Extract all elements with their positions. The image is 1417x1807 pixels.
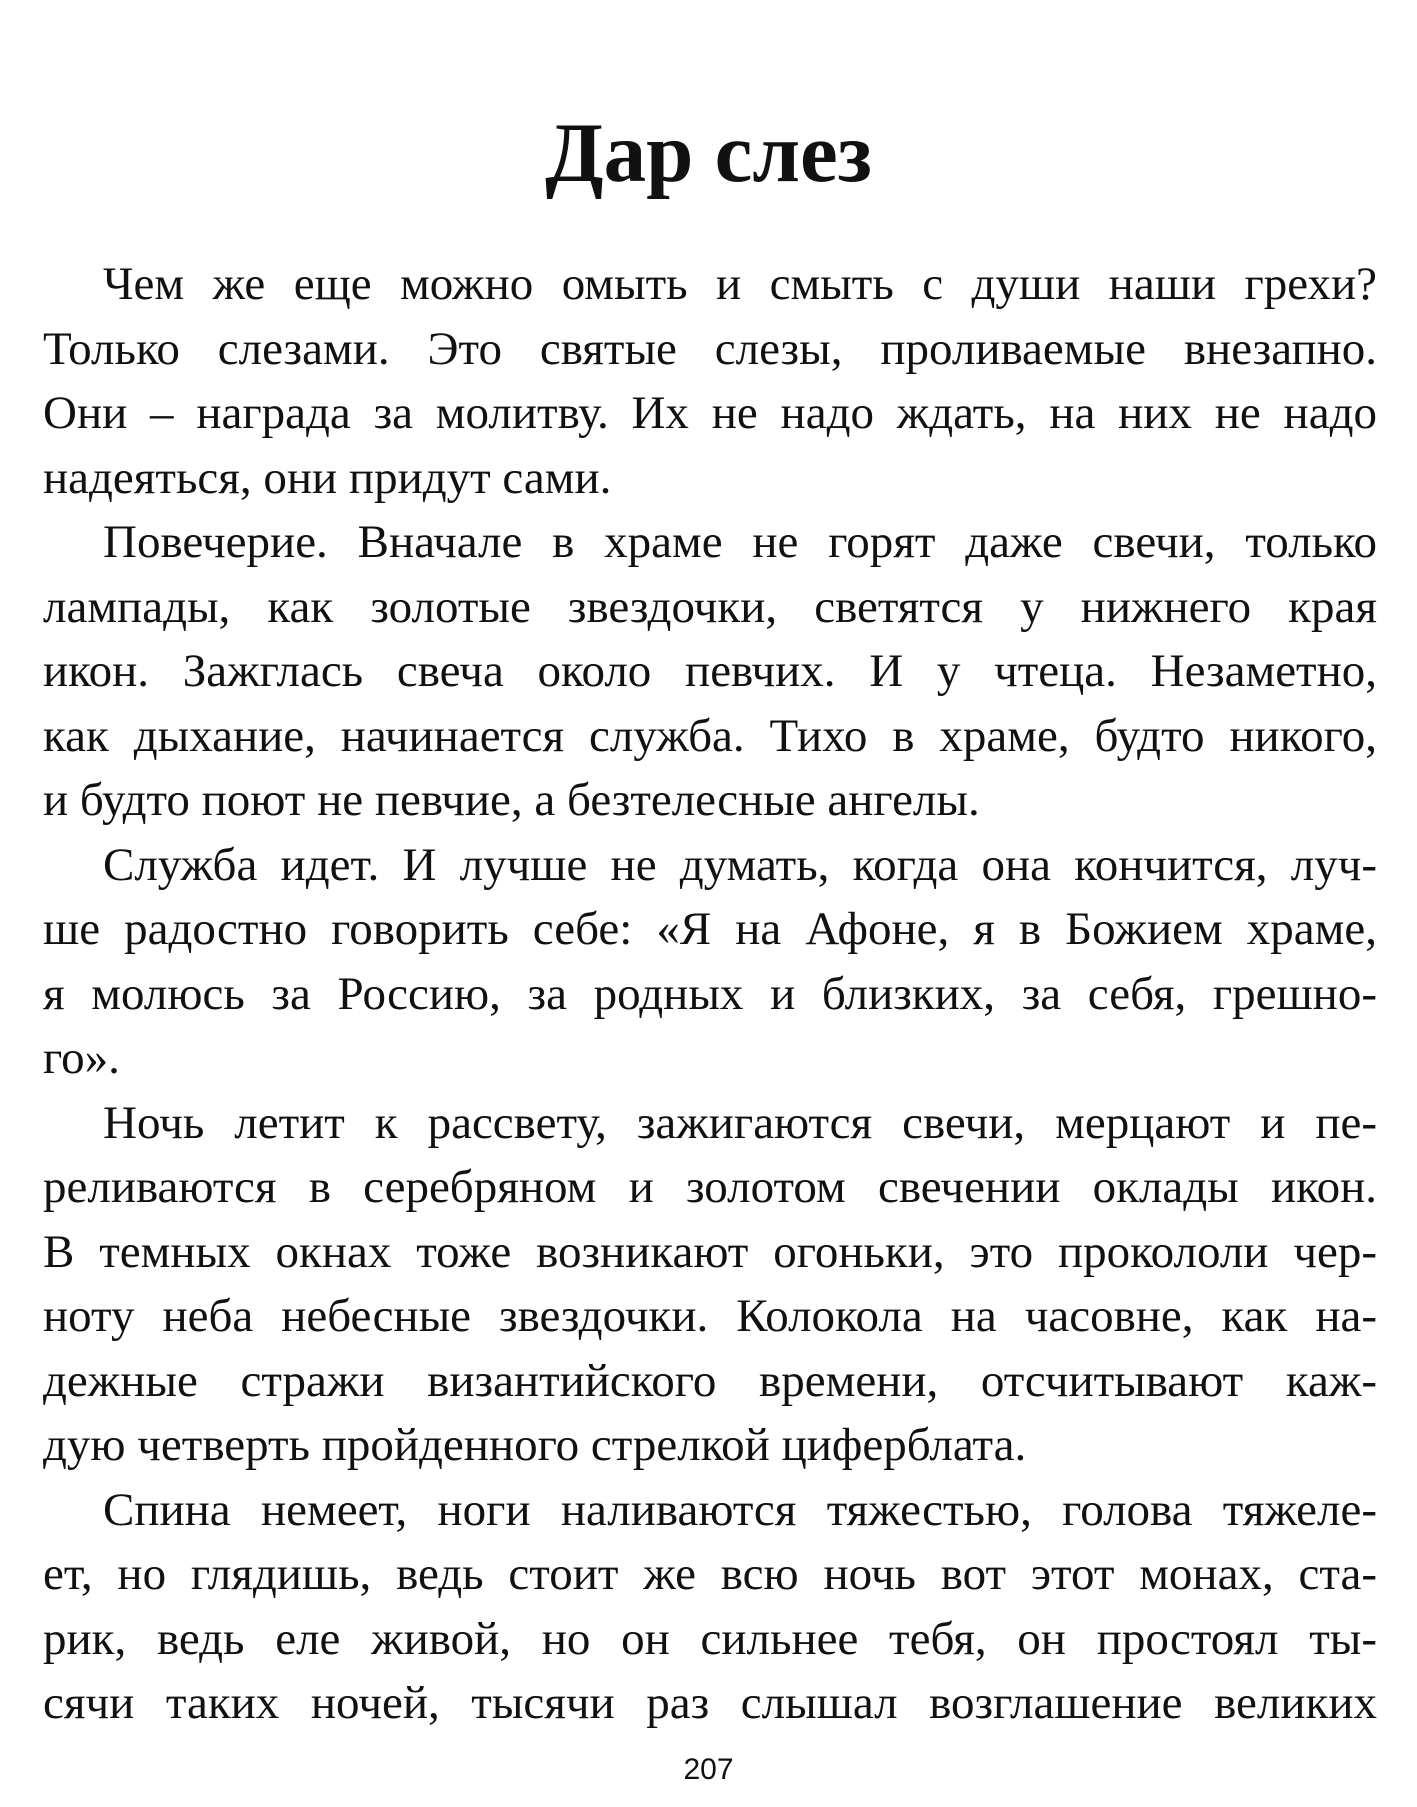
text-line: ноту неба небесные звездочки. Колокола на часовне, как на-: [43, 1290, 1377, 1342]
text-line: я молюсь за Россию, за родных и близких, за себя, грешно-: [43, 967, 1377, 1020]
text-line: лампады, как золотые звездочки, светятся у нижнего края: [43, 580, 1377, 633]
text-line: ше радостно говорить себе: «Я на Афоне, я в Божием храме,: [43, 903, 1377, 955]
text-line: и будто поют не певчие, а безтелесные ангелы.: [43, 774, 980, 826]
paragraph: [43, 1091, 1377, 1478]
text-line: го».: [43, 1032, 120, 1084]
text-line: надеяться, они придут сами.: [43, 451, 612, 504]
text-line: Чем же еще можно омыть и смыть с души наши грехи?: [103, 258, 1377, 310]
text-line: Повечерие. Вначале в храме не горят даже свечи, только: [103, 516, 1377, 568]
paragraph: [43, 833, 1377, 1091]
text-line: Служба идет. И лучше не думать, когда она кончится, луч-: [103, 838, 1377, 891]
text-line: как дыхание, начинается служба. Тихо в храме, будто никого,: [43, 709, 1377, 762]
page-number: 207: [683, 1753, 734, 1786]
text-line: сячи таких ночей, тысячи раз слышал возглашение великих: [43, 1677, 1377, 1729]
paragraph: [43, 1478, 1377, 1736]
text-line: дую четверть пройденного стрелкой циферблата.: [43, 1419, 1027, 1471]
text-line: ет, но глядишь, ведь стоит же всю ночь вот этот монах, ста-: [43, 1548, 1377, 1600]
body-text: [43, 252, 1377, 1736]
text-line: дежные стражи византийского времени, отсчитывают каж-: [43, 1354, 1377, 1407]
text-line: Спина немеет, ноги наливаются тяжестью, голова тяжеле-: [103, 1483, 1377, 1536]
text-line: реливаются в серебряном и золотом свечении оклады икон.: [43, 1161, 1377, 1213]
page-title: Дар слез: [545, 106, 872, 200]
text-line: В темных окнах тоже возникают огоньки, это прокололи чер-: [43, 1225, 1377, 1278]
text-line: рик, ведь еле живой, но он сильнее тебя, он простоял ты-: [43, 1612, 1377, 1665]
text-line: икон. Зажглась свеча около певчих. И у чтеца. Незаметно,: [43, 645, 1377, 697]
text-line: Они – награда за молитву. Их не надо ждать, на них не надо: [43, 387, 1377, 439]
paragraph: [43, 510, 1377, 833]
text-line: Ночь летит к рассвету, зажигаются свечи, мерцают и пе-: [103, 1096, 1377, 1149]
paragraph: [43, 252, 1377, 510]
text-line: Только слезами. Это святые слезы, проливаемые внезапно.: [43, 322, 1377, 375]
